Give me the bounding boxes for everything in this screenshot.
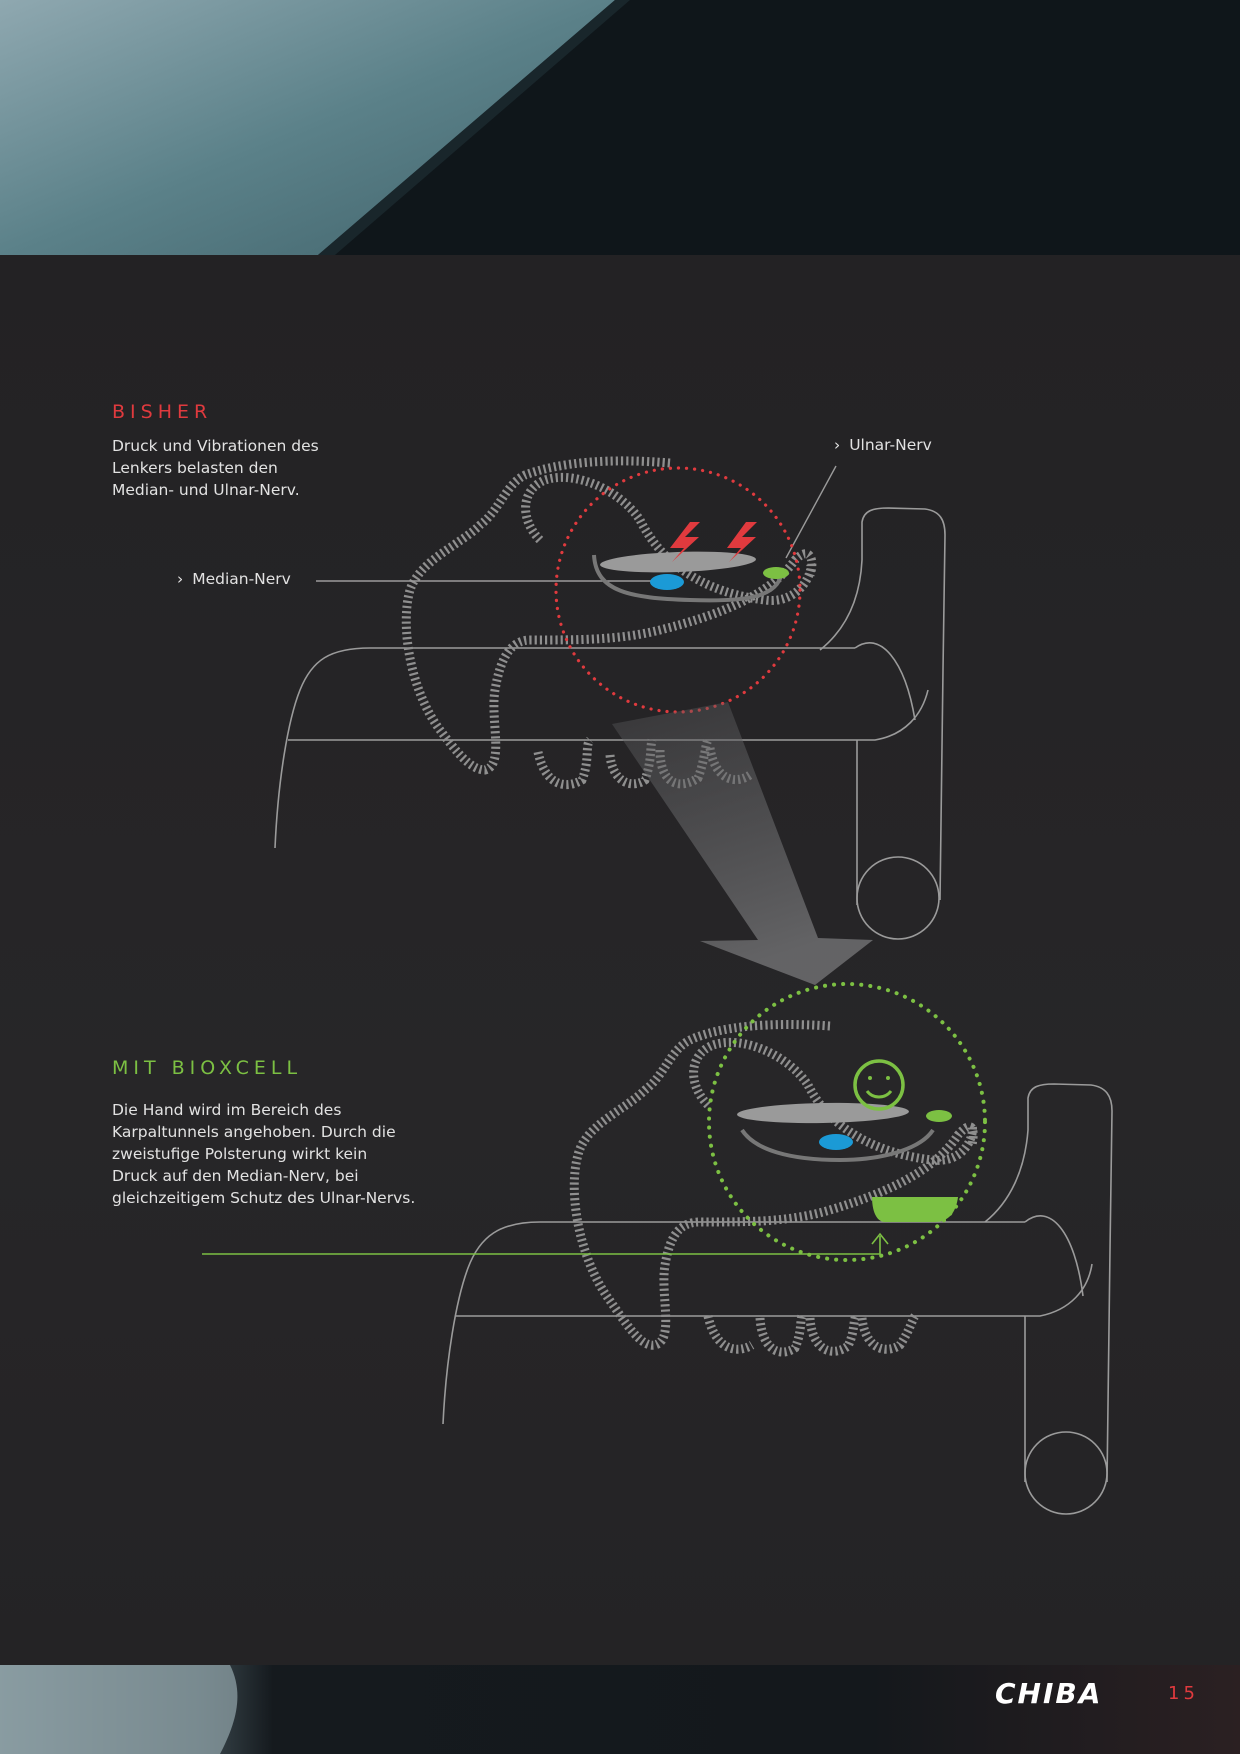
smiley-icon: [855, 1061, 903, 1109]
grip-outline-before: [275, 508, 945, 939]
text-line: Karpaltunnels angehoben. Durch die: [112, 1123, 396, 1141]
section-text-after: [112, 1099, 415, 1209]
wrist-cross-section-after: [737, 1061, 952, 1160]
text-line: Lenkers belasten den: [112, 459, 278, 477]
grip-outline-after: [443, 1084, 1112, 1514]
hand-outline-before: [406, 461, 812, 785]
median-nerve-dot: [650, 574, 684, 590]
ulnar-nerve-pointer: [786, 466, 836, 558]
ulnar-nerve-dot-after: [926, 1110, 952, 1122]
page-number: 15: [1168, 1683, 1199, 1704]
text-line: zweistufige Polsterung wirkt kein: [112, 1145, 368, 1163]
text-line: Druck und Vibrationen des: [112, 437, 319, 455]
ulnar-nerve-label-text: Ulnar-Nerv: [849, 436, 932, 454]
section-heading-before: BISHER: [112, 401, 213, 423]
chevron-right-icon: ›: [834, 436, 841, 454]
chiba-logo: CHIBA: [995, 1677, 1103, 1710]
pressure-zone-circle: [556, 468, 800, 712]
median-nerve-dot-after: [819, 1134, 853, 1150]
section-heading-after: MIT BIOXCELL: [112, 1057, 303, 1079]
bioxcell-pad: [872, 1197, 958, 1222]
median-nerve-label: [177, 570, 291, 588]
section-text-before: [112, 435, 319, 501]
hand-outline-after: [574, 1025, 973, 1353]
text-line: gleichzeitigem Schutz des Ulnar-Nervs.: [112, 1189, 416, 1207]
median-nerve-label-text: Median-Nerv: [192, 570, 291, 588]
arrow-icon: [612, 702, 873, 985]
text-line: Median- und Ulnar-Nerv.: [112, 481, 300, 499]
ulnar-nerve-dot: [763, 567, 789, 579]
ulnar-nerve-label: [834, 436, 932, 454]
chevron-right-icon: ›: [177, 570, 184, 588]
text-line: Die Hand wird im Bereich des: [112, 1101, 342, 1119]
text-line: Druck auf den Median-Nerv, bei: [112, 1167, 359, 1185]
